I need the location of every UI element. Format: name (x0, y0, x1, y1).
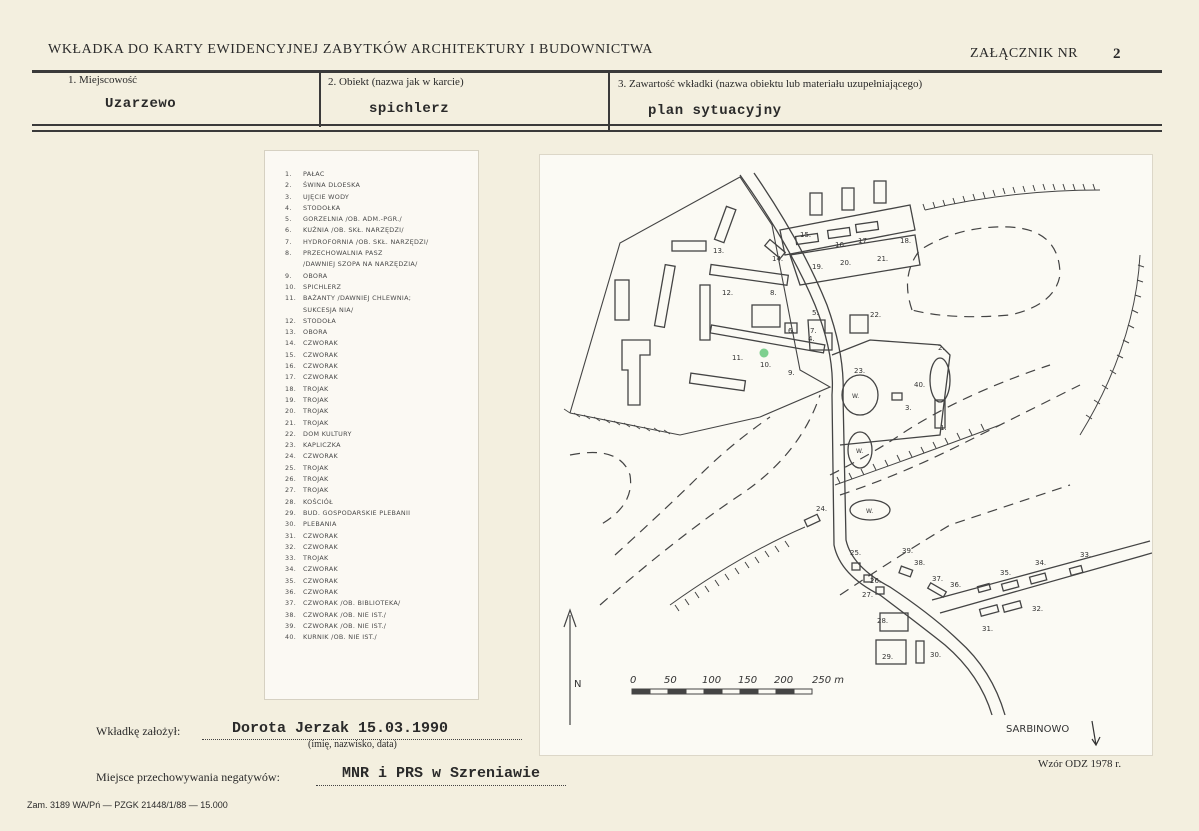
building-number-label: 12. (722, 289, 734, 297)
building-number-label: 6. (788, 327, 795, 335)
legend-item (285, 497, 429, 508)
legend-item (285, 259, 429, 270)
legend-item (285, 192, 429, 203)
legend-item-number: 7. (285, 237, 292, 246)
object-value: spichlerz (369, 101, 450, 117)
legend-card (264, 150, 479, 700)
building-number-label: 5. (812, 309, 819, 317)
field-divider-2 (608, 72, 610, 130)
building-number-label: 37. (932, 575, 944, 583)
attachment-number: 2 (1113, 46, 1121, 62)
legend-item-text: UJĘCIE WODY (303, 192, 350, 201)
legend-item (285, 542, 429, 553)
legend-item-text: CZWORAK (303, 531, 339, 540)
legend-item-number: 11. (285, 294, 297, 303)
locality-label: 1. Miejscowość (68, 74, 138, 86)
legend-item-number: 16. (285, 362, 297, 371)
legend-item-text: OBORA (303, 271, 328, 280)
scale-bar (632, 689, 812, 694)
legend-item-text: KAPLICZKA (303, 441, 341, 450)
building-number-label: 2. (938, 344, 945, 352)
scale-label: 250 m (812, 675, 845, 686)
legend-item-text: TROJAK (303, 384, 329, 393)
legend-item (285, 576, 429, 587)
legend-item (285, 271, 429, 282)
legend-item (285, 350, 429, 361)
legend-item (285, 440, 429, 451)
legend-item-text: CZWORAK (303, 452, 339, 461)
woods-label: W. (856, 448, 864, 455)
legend-item (285, 632, 429, 643)
legend-item (285, 237, 429, 248)
building-number-label: 34. (1035, 559, 1047, 567)
legend-item (285, 564, 429, 575)
legend-item (285, 531, 429, 542)
legend-item-number: 33. (285, 554, 297, 563)
legend-item-number: 19. (285, 395, 297, 404)
legend-item-text: DOM KULTURY (303, 429, 352, 438)
legend-item-text: CZWORAK (303, 565, 339, 574)
site-plan-card (539, 154, 1153, 756)
building-number-label: 3. (905, 404, 912, 412)
bottom-rule (32, 130, 1162, 132)
print-order: Zam. 3189 WA/Pń — PZGK 21448/1/88 — 15.000 (27, 800, 228, 810)
building-number-label: 18. (900, 237, 912, 245)
object-label: 2. Obiekt (nazwa jak w karcie) (328, 76, 464, 88)
legend-item (285, 429, 429, 440)
north-arrow-icon (564, 610, 576, 725)
legend-item (285, 169, 429, 180)
building-number-label: 31. (982, 625, 994, 633)
legend-item (285, 519, 429, 530)
legend-item-text: TROJAK (303, 463, 329, 472)
legend-item-number: 39. (285, 621, 297, 630)
legend-item-number: 15. (285, 350, 297, 359)
legend-item-text: KOŚCIÓŁ (303, 497, 333, 506)
legend-item-text: CZWORAK (303, 587, 339, 596)
legend-item-text: PAŁAC (303, 170, 325, 178)
building-number-label: 20. (840, 259, 852, 267)
east-road (932, 541, 1150, 600)
legend-item-number: 14. (285, 339, 297, 348)
content-label: 3. Zawartość wkładki (nazwa obiektu lub materiału uzupełniającego) (618, 78, 923, 90)
legend-item-text: CZWORAK /OB. BIBLIOTEKA/ (303, 599, 401, 608)
building-number-label: 23. (854, 367, 866, 375)
legend-item-number: 24. (285, 452, 297, 461)
scale-label: 150 (738, 675, 758, 686)
legend-item-text: CZWORAK /OB. NIE IST./ (303, 621, 387, 630)
legend-item-number: 26. (285, 475, 297, 484)
legend-item-number: 31. (285, 531, 297, 540)
legend-item-text: TROJAK (303, 554, 329, 563)
form-title: WKŁADKA DO KARTY EWIDENCYJNEJ ZABYTKÓW ARCHITEKTURY I BUDOWNICTWA (48, 42, 653, 57)
woods-label: W. (866, 508, 874, 515)
legend-item-number: 37. (285, 599, 297, 608)
building-number-label: 1. (940, 424, 947, 432)
building-number-label: 15. (800, 231, 812, 239)
building-number-label: 7. (810, 327, 817, 335)
legend-item-number: 4. (285, 203, 292, 212)
building-number-label: 9. (788, 369, 795, 377)
legend-item-number: 20. (285, 407, 297, 416)
legend-item (285, 293, 429, 304)
legend-item (285, 361, 429, 372)
legend-item (285, 508, 429, 519)
scale-label: 0 (630, 675, 637, 686)
legend-item-number: 8. (285, 249, 292, 258)
legend-item (285, 395, 429, 406)
legend-item-text: BUD. GOSPODARSKIE PLEBANII (303, 508, 411, 517)
legend-item-text: HYDROFORNIA /OB. SKŁ. NARZĘDZI/ (303, 237, 429, 246)
building-number-label: 28. (877, 617, 889, 625)
legend-item-text: CZWORAK /OB. NIE IST./ (303, 610, 387, 619)
legend-item (285, 282, 429, 293)
legend-item (285, 327, 429, 338)
founded-hint: (imię, nazwisko, data) (308, 739, 397, 750)
legend-item-number: 23. (285, 441, 297, 450)
building-number-label: 11. (732, 354, 744, 362)
legend-item-text: /DAWNIEJ SZOPA NA NARZĘDZIA/ (303, 260, 418, 269)
legend-item-text: TROJAK (303, 475, 329, 484)
legend-item-number: 10. (285, 282, 297, 291)
legend-list (285, 169, 429, 643)
legend-item-text: CZWORAK (303, 362, 339, 371)
mid-rule (32, 124, 1162, 126)
building-number-label: 10. (760, 361, 772, 369)
founded-label: Wkładkę założył: (96, 724, 181, 738)
legend-item-number: 38. (285, 610, 297, 619)
building-number-label: 26. (870, 577, 882, 585)
building-number-label: 4. (808, 335, 815, 343)
woods-label: W. (852, 393, 860, 400)
legend-item-number: 35. (285, 576, 297, 585)
legend-item (285, 203, 429, 214)
legend-item-number: 9. (285, 271, 292, 280)
scale-label: 100 (702, 675, 722, 686)
legend-item-text: GORZELNIA /OB. ADM.-PGR./ (303, 215, 402, 224)
legend-item-text: TROJAK (303, 407, 329, 416)
legend-item (285, 553, 429, 564)
building-number-label: 17. (858, 237, 870, 245)
legend-item (285, 305, 429, 316)
legend-item-number: 5. (285, 215, 292, 224)
building-number-label: 32. (1032, 605, 1044, 613)
legend-item-number: 13. (285, 328, 297, 337)
legend-item-text: CZWORAK (303, 350, 339, 359)
attachment-label: ZAŁĄCZNIK NR (970, 46, 1078, 61)
legend-item-number: 22. (285, 429, 297, 438)
legend-item-number: 18. (285, 384, 297, 393)
legend-item-number: 36. (285, 587, 297, 596)
spichlerz-marker (760, 349, 769, 358)
legend-item-text: TROJAK (303, 486, 329, 495)
building-number-label: 40. (914, 381, 926, 389)
legend-item-text: BAŻANTY /DAWNIEJ CHLEWNIA; (303, 294, 412, 303)
legend-item-number: 29. (285, 508, 297, 517)
legend-item-text: TROJAK (303, 395, 329, 404)
building-number-label: 13. (713, 247, 725, 255)
building-number-label: 38. (914, 559, 926, 567)
direction-arrow-icon (1092, 721, 1100, 745)
legend-item-text: CZWORAK (303, 576, 339, 585)
legend-item (285, 248, 429, 259)
legend-item (285, 587, 429, 598)
direction-label: SARBINOWO (1006, 724, 1070, 735)
legend-item-number: 6. (285, 226, 292, 235)
legend-item (285, 418, 429, 429)
site-plan-map (540, 155, 1152, 755)
legend-item-text: CZWORAK (303, 373, 339, 382)
top-rule (32, 70, 1162, 73)
building-number-label: 16. (835, 241, 847, 249)
building-number-label: 19. (812, 263, 824, 271)
building-number-label: 21. (877, 255, 889, 263)
legend-item-number: 21. (285, 418, 297, 427)
legend-item-number: 40. (285, 633, 297, 642)
legend-item (285, 485, 429, 496)
legend-item-text: OBORA (303, 328, 328, 337)
legend-item (285, 316, 429, 327)
legend-item (285, 384, 429, 395)
building-number-label: 33. (1080, 551, 1092, 559)
legend-item-text: STODOŁA (303, 316, 337, 325)
legend-item-text: KUŹNIA /OB. SKŁ. NARZĘDZI/ (303, 226, 404, 235)
legend-item (285, 225, 429, 236)
building-number-label: 35. (1000, 569, 1012, 577)
building-number-label: 27. (862, 591, 874, 599)
building-number-label: 30. (930, 651, 942, 659)
legend-item-number: 25. (285, 463, 297, 472)
legend-item (285, 474, 429, 485)
legend-item-text: SPICHLERZ (303, 282, 342, 291)
legend-item-text: ŚWINA DLOESKA (303, 181, 361, 190)
legend-item-number: 32. (285, 542, 297, 551)
legend-item-text: STODOŁKA (303, 203, 341, 212)
legend-item (285, 372, 429, 383)
legend-item (285, 463, 429, 474)
building-number-label: 24. (816, 505, 828, 513)
legend-item-text: SUKCESJA NIA/ (303, 305, 354, 314)
negatives-value: MNR i PRS w Szreniawie (342, 765, 541, 782)
building-number-label: 14. (772, 255, 784, 263)
legend-item-number: 17. (285, 373, 297, 382)
legend-item-number: 30. (285, 520, 297, 529)
building-number-label: 8. (770, 289, 777, 297)
legend-item (285, 406, 429, 417)
legend-item (285, 610, 429, 621)
building-number-label: 29. (882, 653, 894, 661)
negatives-label: Miejsce przechowywania negatywów: (96, 770, 280, 784)
legend-item-text: PRZECHOWALNIA PASZ (303, 249, 383, 258)
legend-item-text: PLEBANIA (303, 520, 337, 529)
locality-value: Uzarzewo (105, 96, 177, 112)
content-value: plan sytuacyjny (648, 103, 782, 119)
legend-item-text: KURNIK /OB. NIE IST./ (303, 633, 377, 642)
legend-item (285, 180, 429, 191)
scale-label: 200 (774, 675, 794, 686)
north-label: N (574, 679, 582, 690)
scale-label: 50 (664, 675, 677, 686)
legend-item-number: 1. (285, 170, 292, 178)
legend-item (285, 451, 429, 462)
building-number-label: 25. (850, 549, 862, 557)
legend-item-text: TROJAK (303, 418, 329, 427)
legend-item (285, 214, 429, 225)
legend-item-number: 3. (285, 192, 292, 201)
legend-item-number: 34. (285, 565, 297, 574)
legend-item-number: 12. (285, 316, 297, 325)
legend-item-number: 27. (285, 486, 297, 495)
form-model: Wzór ODZ 1978 r. (1038, 758, 1122, 770)
legend-item (285, 338, 429, 349)
legend-item-number: 2. (285, 181, 292, 190)
founded-value: Dorota Jerzak 15.03.1990 (232, 720, 449, 737)
legend-item (285, 598, 429, 609)
negatives-line (316, 785, 566, 786)
building-number-label: 22. (870, 311, 882, 319)
legend-item-number: 28. (285, 497, 297, 506)
legend-item (285, 621, 429, 632)
field-divider-1 (319, 72, 321, 127)
legend-item-text: CZWORAK (303, 542, 339, 551)
building-number-label: 36. (950, 581, 962, 589)
building-number-label: 39. (902, 547, 914, 555)
legend-item-text: CZWORAK (303, 339, 339, 348)
